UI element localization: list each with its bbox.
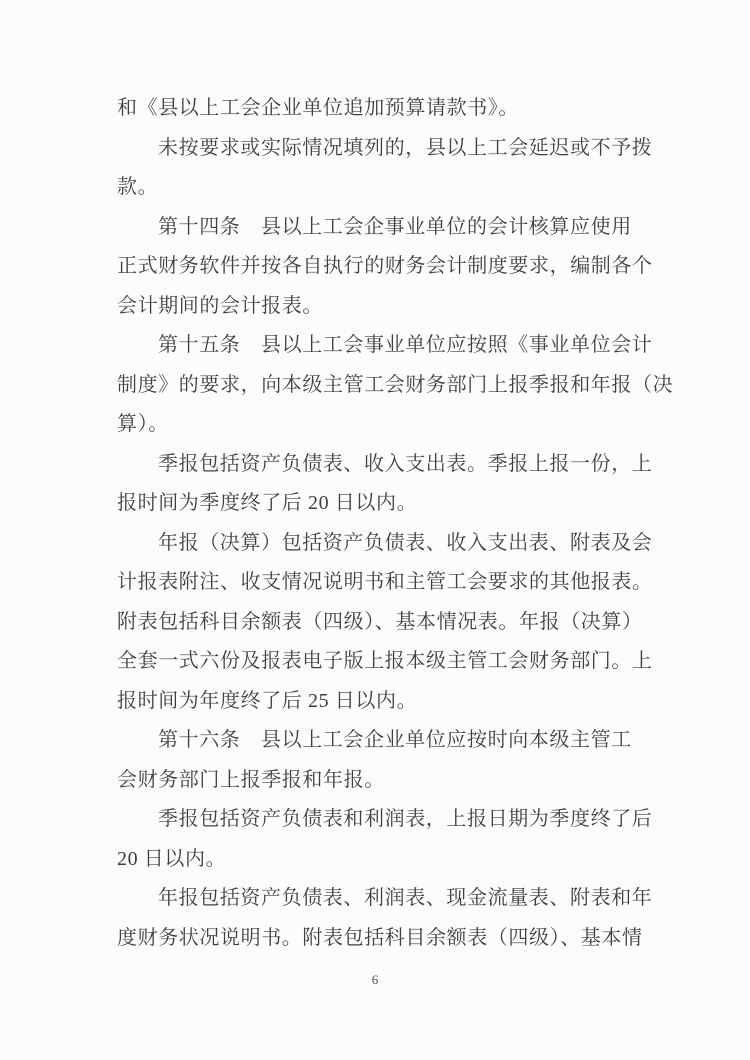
text-line: 算）。: [117, 413, 169, 435]
text-line: 和《县以上工会企业单位追加预算请款书》。: [117, 97, 519, 119]
text-line: 正式财务软件并按各自执行的财务会计制度要求，编制各个: [117, 255, 653, 277]
text-line: 第十六条 县以上工会企业单位应按时向本级主管工: [158, 729, 632, 751]
text-line: 年报（决算）包括资产负债表、收入支出表、附表及会: [158, 531, 653, 554]
page-number: 6: [371, 972, 379, 987]
text-line: 报时间为季度终了后 20 日以内。: [117, 492, 418, 514]
text-line: 报时间为年度终了后 25 日以内。: [117, 689, 418, 712]
text-line: 会财务部门上报季报和年报。: [117, 768, 385, 791]
text-line: 计报表附注、收支情况说明书和主管工会要求的其他报表。: [117, 571, 653, 593]
text-line: 季报包括资产负债表、收入支出表。季报上报一份，上: [158, 452, 653, 475]
text-line: 20 日以内。: [117, 847, 227, 870]
text-line: 季报包括资产负债表和利润表，上报日期为季度终了后: [158, 808, 653, 830]
document-body: [117, 89, 674, 958]
text-line: 会计期间的会计报表。: [117, 294, 323, 317]
text-line: 款。: [117, 176, 159, 198]
text-line: 第十五条 县以上工会事业单位应按照《事业单位会计: [158, 334, 653, 356]
text-line: 年报包括资产负债表、利润表、现金流量表、附表和年: [158, 887, 653, 909]
text-line: 未按要求或实际情况填列的，县以上工会延迟或不予拨: [158, 136, 653, 159]
text-line: 全套一式六份及报表电子版上报本级主管工会财务部门。上: [117, 650, 653, 672]
text-line: 附表包括科目余额表（四级）、基本情况表。年报（决算）: [117, 610, 643, 633]
text-line: 度财务状况说明书。附表包括科目余额表（四级）、基本情: [117, 926, 643, 949]
text-line: 第十四条 县以上工会企事业单位的会计核算应使用: [158, 215, 632, 238]
text-line: 制度》的要求，向本级主管工会财务部门上报季报和年报（决: [117, 373, 674, 396]
